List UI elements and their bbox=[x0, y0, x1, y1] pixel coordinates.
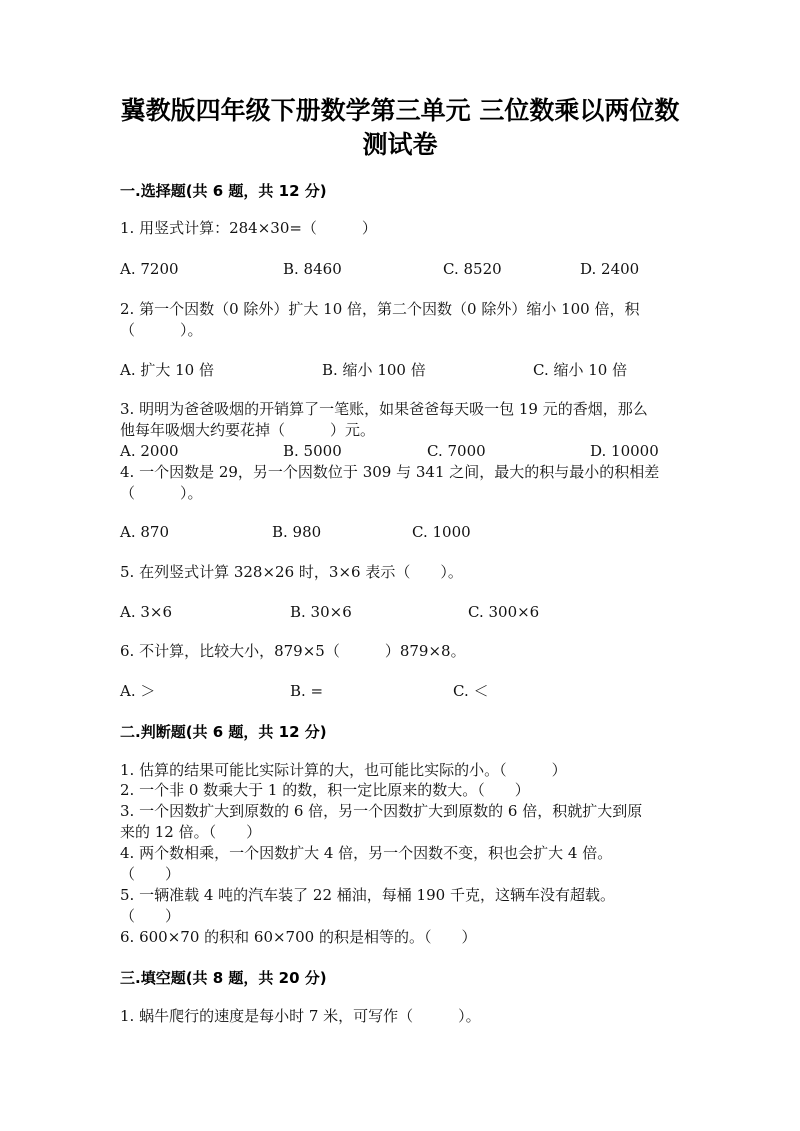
choice-q1-option-c: C. 8520 bbox=[443, 260, 502, 278]
judge-q3-line1: 3. 一个因数扩大到原数的 6 倍，另一个因数扩大到原数的 6 倍，积就扩大到原 bbox=[120, 802, 643, 820]
section-heading-fill: 三.填空题(共 8 题，共 20 分) bbox=[120, 969, 327, 987]
judge-q4-line2: （ ） bbox=[120, 865, 181, 883]
fill-q1: 1. 蜗牛爬行的速度是每小时 7 米，可写作（ ）。 bbox=[120, 1007, 481, 1025]
choice-q3-option-d: D. 10000 bbox=[590, 442, 659, 460]
choice-q2-stem-line2: （ ）。 bbox=[120, 321, 203, 339]
judge-q5-line1: 5. 一辆准载 4 吨的汽车装了 22 桶油，每桶 190 千克，这辆车没有超载。 bbox=[120, 886, 615, 904]
choice-q2-option-c: C. 缩小 10 倍 bbox=[533, 361, 628, 379]
choice-q3-option-a: A. 2000 bbox=[120, 442, 179, 460]
judge-q6: 6. 600×70 的积和 60×700 的积是相等的。（ ） bbox=[120, 928, 477, 946]
choice-q2-option-a: A. 扩大 10 倍 bbox=[120, 361, 214, 379]
section-heading-choice: 一.选择题(共 6 题，共 12 分) bbox=[120, 182, 327, 200]
choice-q5-option-a: A. 3×6 bbox=[120, 603, 173, 621]
choice-q4-option-c: C. 1000 bbox=[412, 523, 471, 541]
choice-q1-option-a: A. 7200 bbox=[120, 260, 179, 278]
choice-q6-option-b: B. = bbox=[290, 682, 324, 700]
choice-q2-option-b: B. 缩小 100 倍 bbox=[322, 361, 426, 379]
page-title-line1: 冀教版四年级下册数学第三单元 三位数乘以两位数 bbox=[120, 96, 680, 125]
choice-q6-stem: 6. 不计算，比较大小，879×5（ ）879×8。 bbox=[120, 642, 466, 660]
choice-q5-option-c: C. 300×6 bbox=[468, 603, 540, 621]
choice-q5-stem: 5. 在列竖式计算 328×26 时，3×6 表示（ ）。 bbox=[120, 563, 463, 581]
choice-q6-option-c: C. ＜ bbox=[453, 682, 489, 700]
section-heading-judge: 二.判断题(共 6 题，共 12 分) bbox=[120, 723, 327, 741]
choice-q4-stem-line1: 4. 一个因数是 29，另一个因数位于 309 与 341 之间，最大的积与最小的积相差 bbox=[120, 463, 660, 481]
judge-q3-line2: 来的 12 倍。（ ） bbox=[120, 823, 262, 841]
choice-q4-option-a: A. 870 bbox=[120, 523, 169, 541]
choice-q3-stem-line1: 3. 明明为爸爸吸烟的开销算了一笔账，如果爸爸每天吸一包 19 元的香烟，那么 bbox=[120, 400, 648, 418]
choice-q1-option-b: B. 8460 bbox=[283, 260, 342, 278]
choice-q5-option-b: B. 30×6 bbox=[290, 603, 352, 621]
choice-q3-option-b: B. 5000 bbox=[283, 442, 342, 460]
choice-q4-option-b: B. 980 bbox=[272, 523, 322, 541]
choice-q6-option-a: A. ＞ bbox=[120, 682, 156, 700]
choice-q3-option-c: C. 7000 bbox=[427, 442, 486, 460]
choice-q4-stem-line2: （ ）。 bbox=[120, 484, 203, 502]
choice-q1-stem: 1. 用竖式计算：284×30=（ ） bbox=[120, 219, 377, 237]
judge-q5-line2: （ ） bbox=[120, 907, 181, 925]
choice-q1-option-d: D. 2400 bbox=[580, 260, 640, 278]
judge-q2: 2. 一个非 0 数乘大于 1 的数，积一定比原来的数大。（ ） bbox=[120, 781, 530, 799]
judge-q4-line1: 4. 两个数相乘，一个因数扩大 4 倍，另一个因数不变，积也会扩大 4 倍。 bbox=[120, 844, 613, 862]
page-title-line2: 测试卷 bbox=[362, 130, 438, 159]
judge-q1: 1. 估算的结果可能比实际计算的大，也可能比实际的小。（ ） bbox=[120, 761, 567, 779]
choice-q3-stem-line2: 他每年吸烟大约要花掉（ ）元。 bbox=[120, 421, 376, 439]
choice-q2-stem-line1: 2. 第一个因数（0 除外）扩大 10 倍，第二个因数（0 除外）缩小 100 倍，积 bbox=[120, 300, 640, 318]
